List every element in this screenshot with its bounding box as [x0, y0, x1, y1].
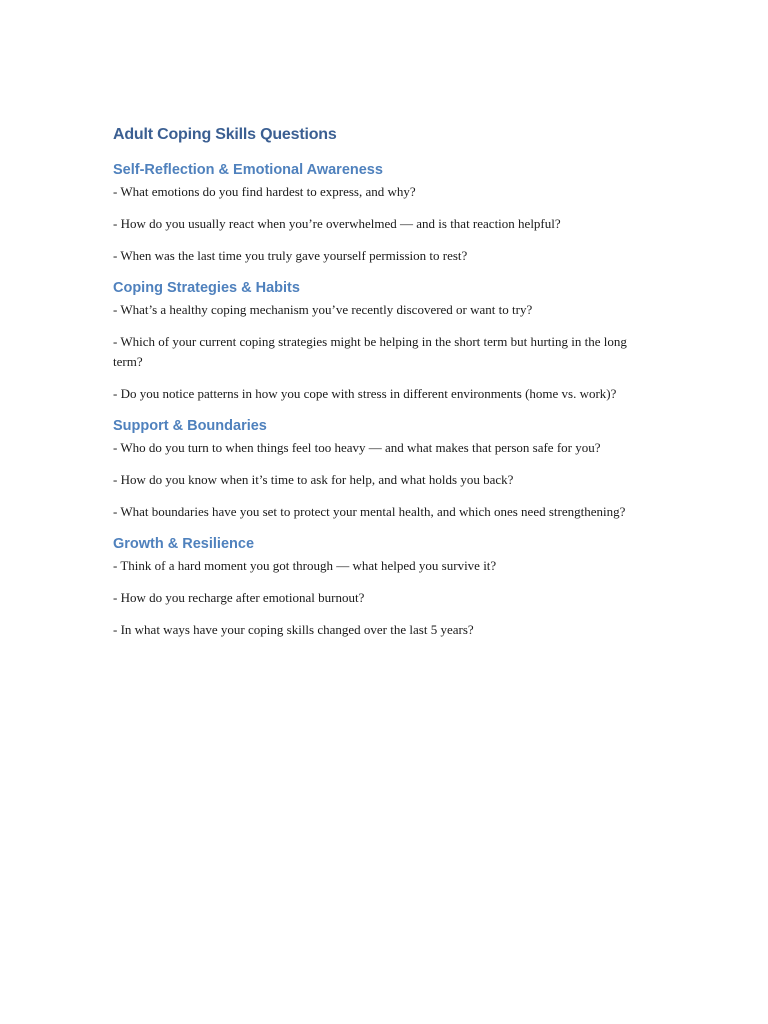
section-heading: Growth & Resilience [113, 535, 255, 552]
section-self-reflection [113, 160, 648, 266]
section-heading: Coping Strategies & Habits [113, 280, 300, 296]
question-item: - What emotions do you find hardest to express, and why? [113, 184, 416, 199]
document-page [113, 124, 648, 652]
question-item: - Do you notice patterns in how you cope with stress in different environments (home vs. work)? [113, 385, 617, 401]
section-heading: Support & Boundaries [113, 417, 267, 434]
question-item: - What boundaries have you set to protect your mental health, and which ones need strengthening? [113, 503, 626, 519]
question-item: - Which of your current coping strategies might be helping in the short term but hurting in the long term? [113, 334, 627, 369]
section-support-boundaries [113, 416, 648, 522]
question-item: - Think of a hard moment you got through — what helped you survive it? [113, 557, 497, 573]
question-item: - How do you know when it’s time to ask for help, and what holds you back? [113, 471, 514, 487]
section-heading: Self-Reflection & Emotional Awareness [113, 162, 383, 178]
question-item: - In what ways have your coping skills changed over the last 5 years? [113, 621, 474, 637]
question-item: - What’s a healthy coping mechanism you’ve recently discovered or want to try? [113, 302, 533, 317]
document-title: Adult Coping Skills Questions [113, 126, 337, 143]
question-item: - How do you recharge after emotional burnout? [113, 589, 365, 605]
question-item: - Who do you turn to when things feel too heavy — and what makes that person safe for you? [113, 439, 601, 455]
question-item: - How do you usually react when you’re overwhelmed — and is that reaction helpful? [113, 216, 561, 231]
section-growth-resilience [113, 534, 648, 640]
section-coping-strategies [113, 278, 648, 403]
question-item: - When was the last time you truly gave yourself permission to rest? [113, 248, 468, 263]
